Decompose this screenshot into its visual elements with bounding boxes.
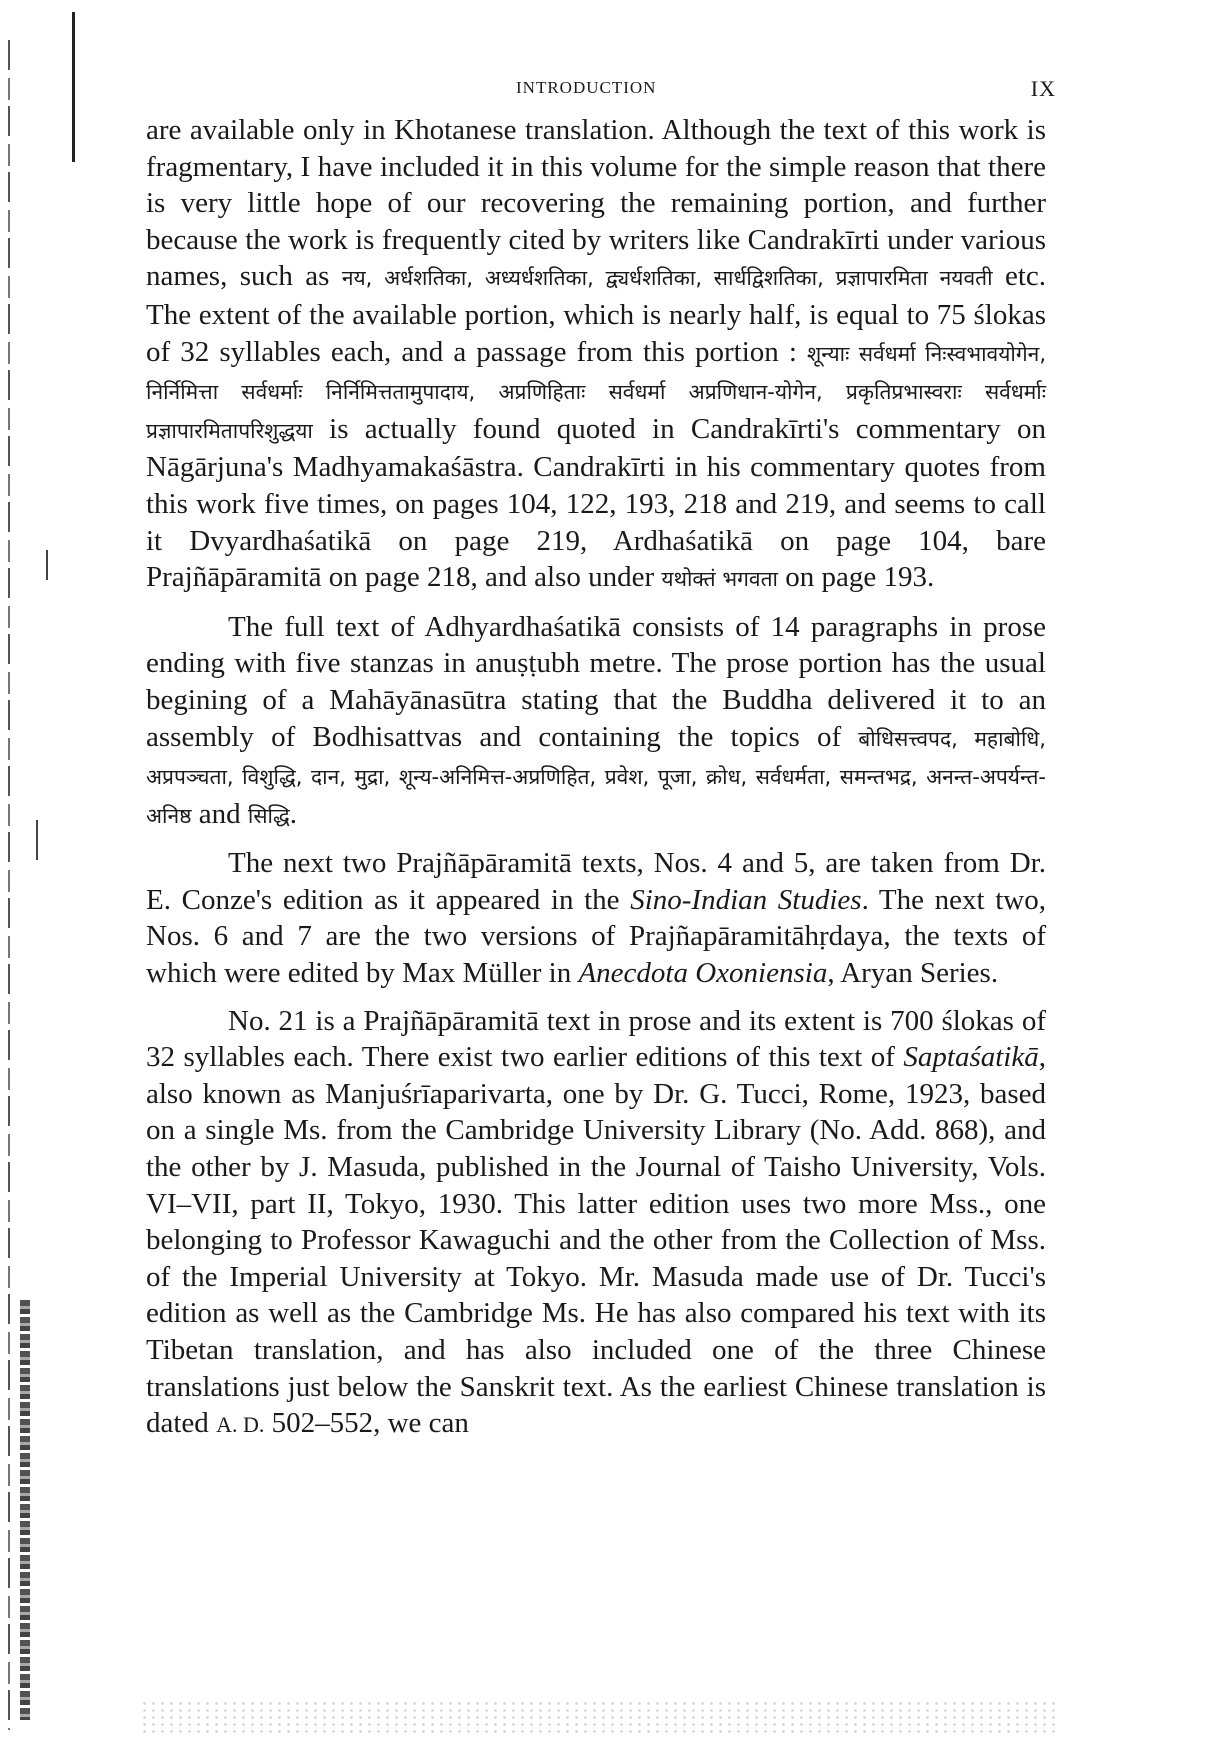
era-abbreviation: A. D.	[216, 1412, 265, 1438]
text-run: .	[289, 797, 297, 830]
text-run: on page 193.	[778, 561, 935, 594]
page-header	[146, 72, 1056, 112]
text-run: , also known as Manjuśrīaparivarta, one by Dr. G. Tucci, Rome, 1923, based on a single Ms. from the Cambridge University Library (No. Add. 868), and the other by J. Masuda, published in the Journal of Taisho University, Vols. VI–VII, part II, Tokyo, 1930. This latter edition uses two more Mss., one belonging to Professor Kawaguchi and the other from the Collection of Mss. of the Imperial University at Tokyo. Mr. Masuda made use of Dr. Tucci's edition as well as the Cambridge Ms. He has also compared his text with its Tibetan translation, and has also included one of the three Chinese translations just below the Sanskrit text. As the earliest Chinese translation is dated	[146, 1041, 1046, 1440]
text-run: , Aryan Series.	[827, 957, 999, 990]
devanagari-run: सिद्धि	[247, 803, 290, 828]
margin-tick	[46, 550, 48, 580]
italic-title: Anecdota Oxoniensia	[578, 957, 828, 990]
text-run: are available only in Khotanese translation. Although the text of this work is fragmentary, I have included it in this volume for the simple reason that there is very little hope of our recovering the remaining portion, and further because the work is frequently cited by writers like Candrakīrti under various names, such as	[146, 114, 1046, 293]
text-run: . The next two, Nos. 6 and 7 are the two versions of Prajñapāramitāhṛdaya, the texts of which were edited by Max Müller in	[146, 883, 1046, 990]
text-run: The full text of Adhyardhaśatikā consists of 14 paragraphs in prose ending with five stanzas in anuṣṭubh metre. The prose portion has the usual begining of a Mahāyānasūtra stating that the Buddha delivered it to an assembly of Bodhisattvas and containing the topics of	[146, 610, 1046, 753]
paragraph-3	[146, 845, 1046, 991]
margin-rule	[72, 12, 75, 162]
italic-title: Saptaśatikā	[903, 1041, 1039, 1074]
binding-shadow	[8, 40, 10, 1730]
devanagari-run: बोधिसत्त्वपद, महाबोधि, अप्रपञ्चता, विशुद्धि, दान, मुद्रा, शून्य-अनिमित्त-अप्रणिहित, प्रवेश, पूजा, क्रोध, सर्वधर्मता, समन्तभद्र, अनन्त-अपर्यन्त-अनिष्ठ	[146, 726, 1046, 828]
paragraph-1	[146, 112, 1046, 598]
text-run: No. 21 is a Prajñāpāramitā text in prose and its extent is 700 ślokas of 32 syllables each. There exist two earlier editions of this text of	[146, 1004, 1046, 1074]
italic-title: Sino-Indian Studies	[630, 883, 862, 916]
devanagari-run: यथोक्तं भगवता	[661, 567, 779, 592]
page-binding-edge	[0, 0, 60, 1742]
page-number: IX	[1030, 76, 1056, 101]
book-page	[146, 72, 1056, 1444]
text-run: 502–552, we can	[264, 1407, 469, 1440]
devanagari-run: नय, अर्धशतिका, अध्यर्धशतिका, द्व्यर्धशतिका, सार्धद्विशतिका, प्रज्ञापारमिता नयवती	[341, 266, 993, 291]
devanagari-run: शून्याः सर्वधर्मा निःस्वभावयोगेन, निर्निमित्ता सर्वधर्माः निर्निमित्ततामुपादाय, अप्रणिहिताः सर्वधर्मा अप्रणिधान-योगेन, प्रकृतिप्रभास्वराः सर्वधर्माः प्रज्ञापारमितापरिशुद्धया	[146, 341, 1046, 443]
text-run: etc. The extent of the available portion, which is nearly half, is equal to 75 ślokas of 32 syllables each, and a passage from this portion :	[146, 260, 1046, 368]
scan-noise	[140, 1700, 1060, 1736]
text-run: is actually found quoted in Candrakīrti's commentary on Nāgārjuna's Madhyamakaśāstra. Candrakīrti in his commentary quotes from this work five times, on pages 104, 122, 193, 218 and 219, and seems to call it Dvyardhaśatikā on page 219, Ardhaśatikā on page 104, bare Prajñāpāramitā on page 218, and also under	[146, 412, 1046, 594]
text-run: The next two Prajñāpāramitā texts, Nos. 4 and 5, are taken from Dr. E. Conze's edition as it appeared in the	[146, 847, 1046, 916]
binding-shadow-dark	[20, 1300, 30, 1720]
text-run: and	[191, 797, 248, 830]
running-head: INTRODUCTION	[516, 78, 657, 97]
paragraph-2	[146, 609, 1046, 835]
margin-tick	[36, 820, 38, 860]
paragraph-4	[146, 1003, 1046, 1444]
